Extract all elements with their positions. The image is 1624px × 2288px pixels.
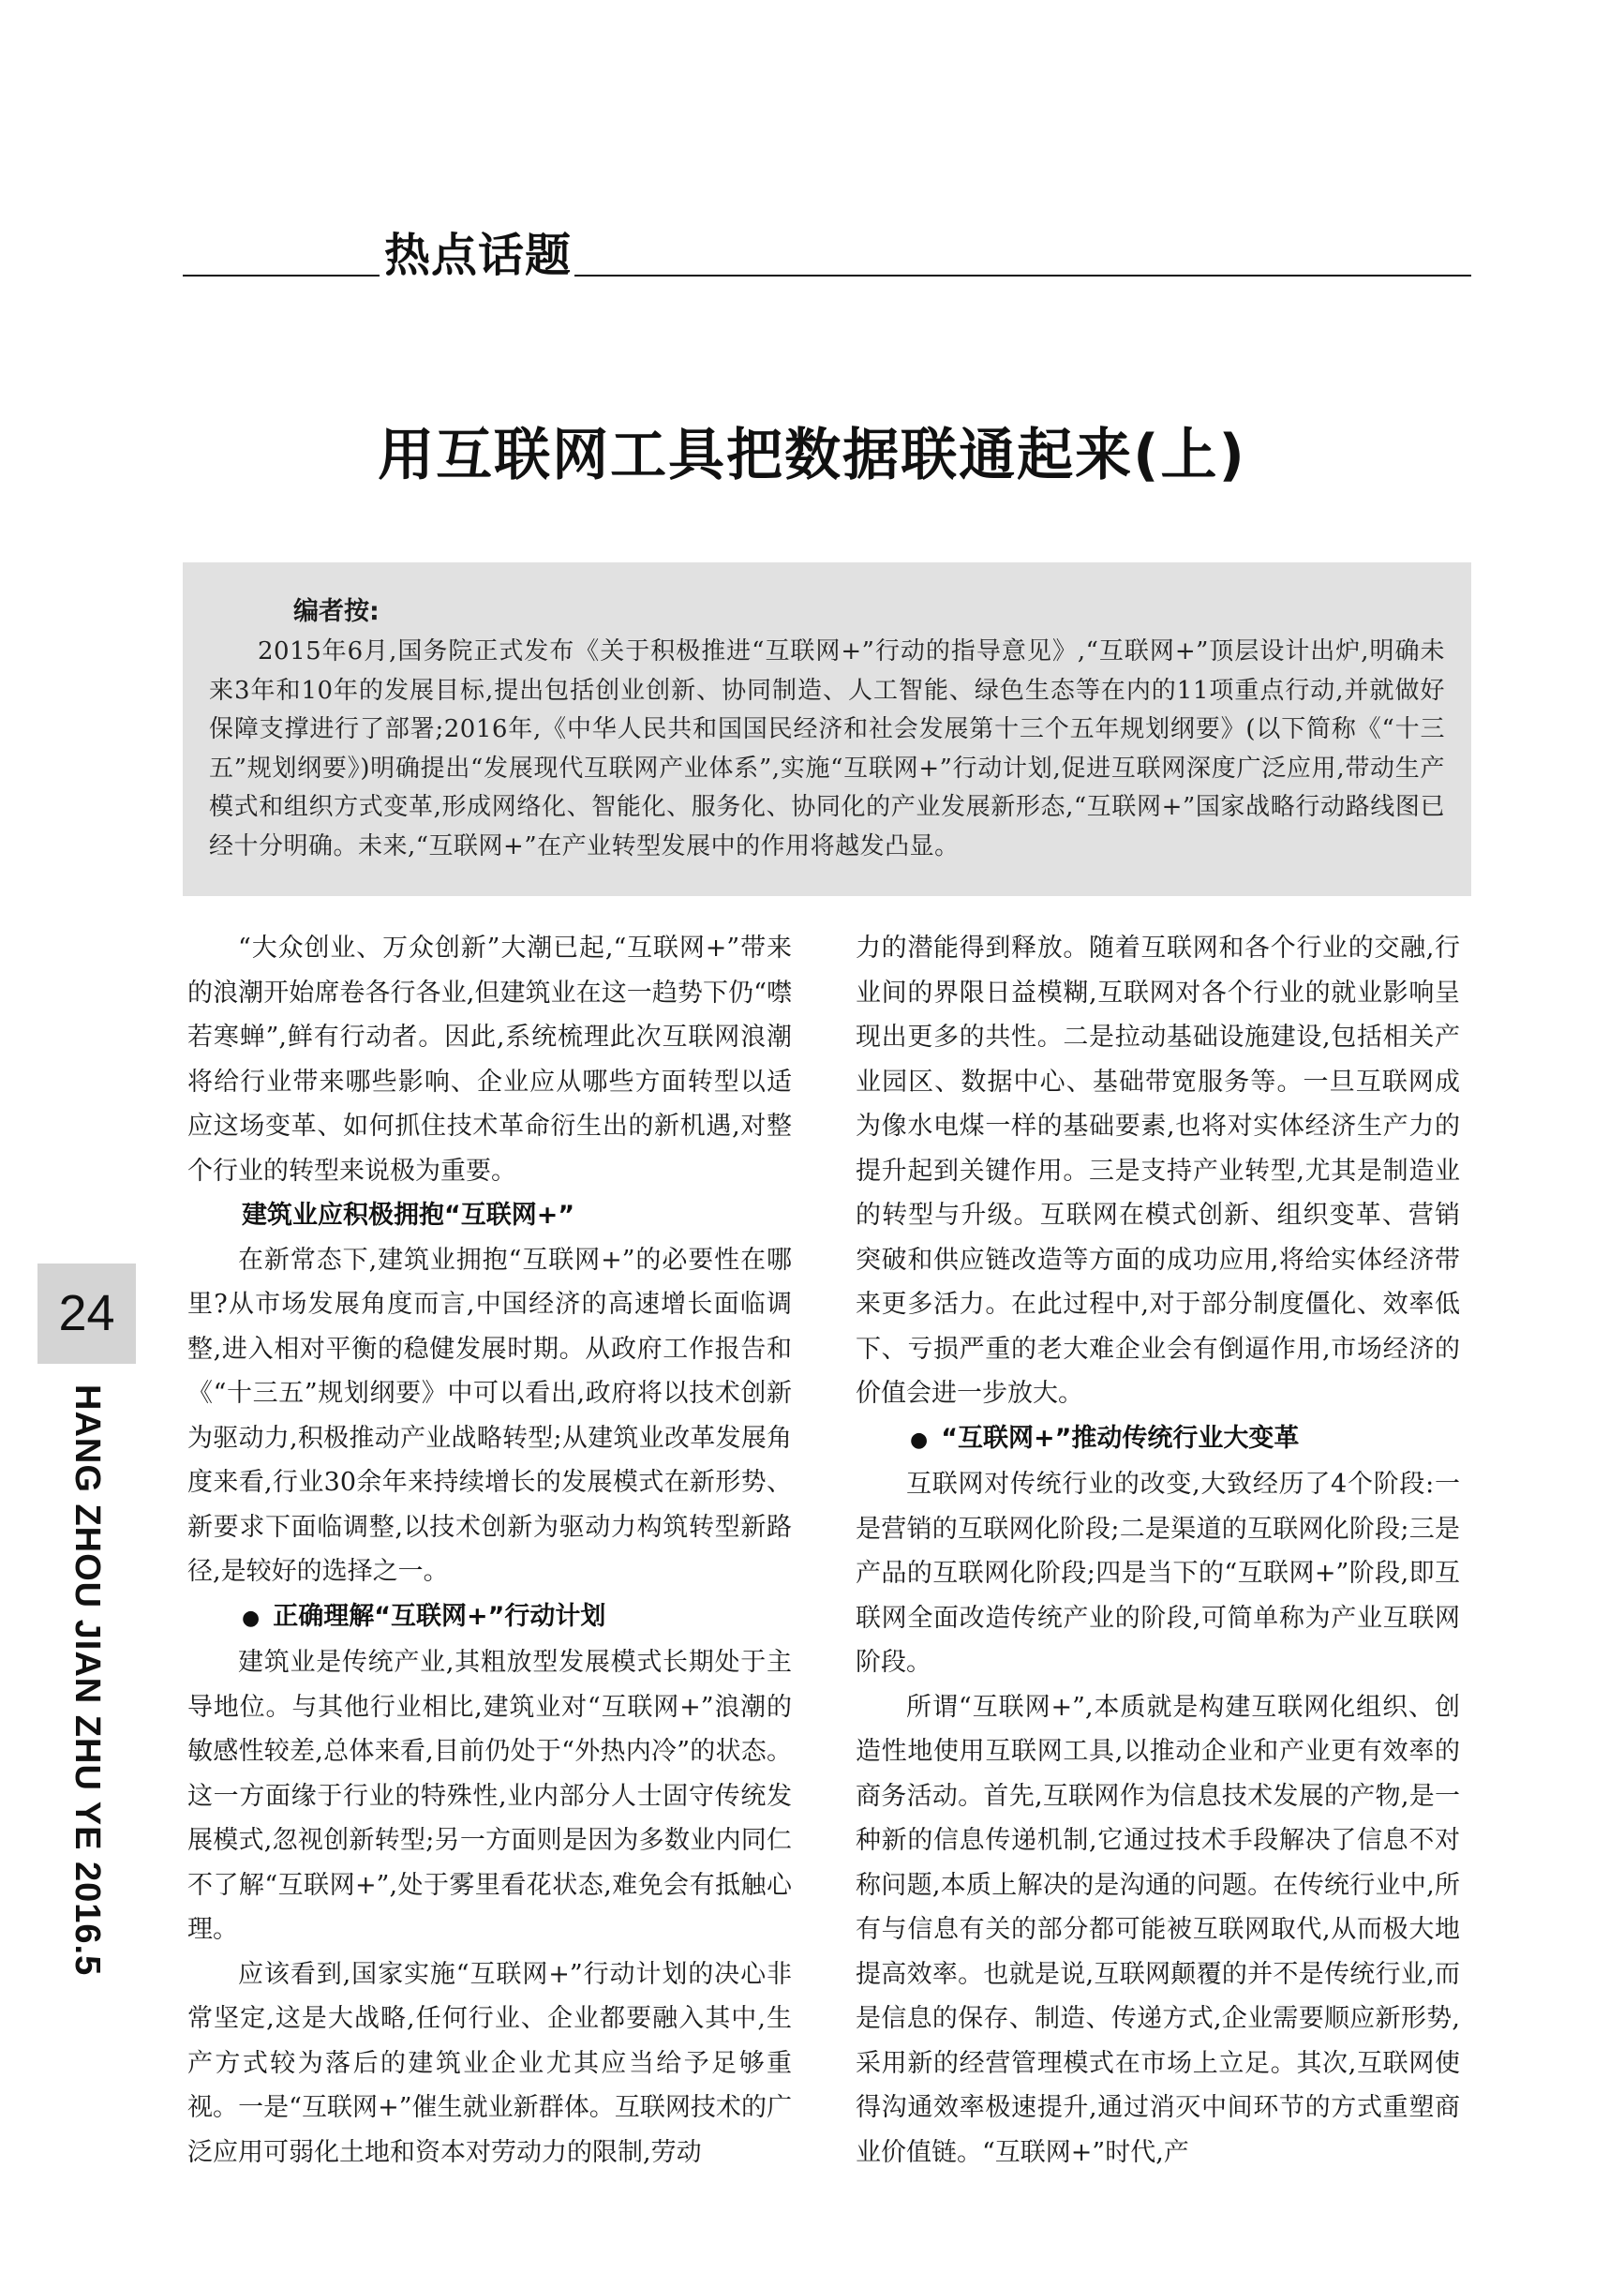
- left-paragraph-1: “大众创业、万众创新”大潮已起,“互联网+”带来的浪潮开始席卷各行各业,但建筑业在这一趋势下仍“噤若寒蝉”,鲜有行动者。因此,系统梳理此次互联网浪潮将给行业带来哪些影响、企业应从哪些方面转型以适应这场变革、如何抓住技术革命衍生出的新机遇,对整个行业的转型来说极为重要。: [187, 934, 792, 1186]
- right-paragraph-3: 所谓“互联网+”,本质就是构建互联网化组织、创造性地使用互联网工具,以推动企业和产业更有效率的商务活动。首先,互联网作为信息技术发展的产物,是一种新的信息传递机制,它通过技术手段解决了信息不对称问题,本质上解决的是沟通的问题。在传统行业中,所有与信息有关的部分都可能被互联网取代,从而极大地提高效率。也就是说,互联网颠覆的并不是传统行业,而是信息的保存、制造、传递方式,企业需要顺应新形势,采用新的经营管理模式在市场上立足。其次,互联网使得沟通效率极速提升,通过消灭中间环节的方式重塑商业价值链。“互联网+”时代,产: [856, 1692, 1460, 2167]
- bullet-icon: ●: [910, 1428, 929, 1452]
- journal-name: HANG ZHOU JIAN ZHU YE 2016.5: [67, 1384, 107, 1977]
- header-rule-right: [574, 275, 1471, 277]
- right-subheading-1-text: “互联网+”推动传统行业大变革: [941, 1423, 1300, 1453]
- section-header: [183, 216, 1471, 281]
- section-label: 热点话题: [384, 229, 573, 282]
- left-paragraph-4: 应该看到,国家实施“互联网+”行动计划的决心非常坚定,这是大战略,任何行业、企业都要融入其中,生产方式较为落后的建筑业企业尤其应当给予足够重视。一是“互联网+”催生就业新群体。互联网技术的广泛应用可弱化土地和资本对劳动力的限制,劳动: [187, 1959, 792, 2167]
- right-paragraph-1: 力的潜能得到释放。随着互联网和各个行业的交融,行业间的界限日益模糊,互联网对各个行业的就业影响呈现出更多的共性。二是拉动基础设施建设,包括相关产业园区、数据中心、基础带宽服务等。一旦互联网成为像水电煤一样的基础要素,也将对实体经济生产力的提升起到关键作用。三是支持产业转型,尤其是制造业的转型与升级。互联网在模式创新、组织变革、营销突破和供应链改造等方面的成功应用,将给实体经济带来更多活力。在此过程中,对于部分制度僵化、效率低下、亏损严重的老大难企业会有倒逼作用,市场经济的价值会进一步放大。: [856, 934, 1460, 1408]
- left-subheading-1: 建筑业应积极拥抱“互联网+”: [242, 1201, 575, 1230]
- right-paragraph-2: 互联网对传统行业的改变,大致经历了4个阶段:一是营销的互联网化阶段;二是渠道的互联网化阶段;三是产品的互联网化阶段;四是当下的“互联网+”阶段,即互联网全面改造传统产业的阶段,可简单称为产业互联网阶段。: [856, 1470, 1460, 1677]
- right-subheading-1: [856, 1416, 1460, 1463]
- editor-note-heading: 编者按:: [293, 597, 380, 626]
- editor-note-body: 2015年6月,国务院正式发布《关于积极推进“互联网+”行动的指导意见》,“互联网+”顶层设计出炉,明确未来3年和10年的发展目标,提出包括创业创新、协同制造、人工智能、绿色生态等在内的11项重点行动,并就做好保障支撑进行了部署;2016年,《中华人民共和国国民经济和社会发展第十三个五年规划纲要》(以下简称《“十三五”规划纲要》)明确提出“发展现代互联网产业体系”,实施“互联网+”行动计划,促进互联网深度广泛应用,带动生产模式和组织方式变革,形成网络化、智能化、服务化、协同化的产业发展新形态,“互联网+”国家战略行动路线图已经十分明确。未来,“互联网+”在产业转型发展中的作用将越发凸显。: [209, 637, 1445, 860]
- article-title: 用互联网工具把数据联通起来(上): [378, 423, 1246, 488]
- left-column: [187, 926, 792, 2175]
- bullet-icon: ●: [242, 1606, 261, 1630]
- right-column: [856, 926, 1460, 2175]
- left-subheading-2: [187, 1594, 792, 1641]
- sidebar: [37, 1264, 136, 1977]
- left-subheading-2-text: 正确理解“互联网+”行动计划: [273, 1601, 606, 1631]
- left-paragraph-2: 在新常态下,建筑业拥抱“互联网+”的必要性在哪里?从市场发展角度而言,中国经济的高速增长面临调整,进入相对平衡的稳健发展时期。从政府工作报告和《“十三五”规划纲要》中可以看出,政府将以技术创新为驱动力,积极推动产业战略转型;从建筑业改革发展角度来看,行业30余年来持续增长的发展模式在新形势、新要求下面临调整,以技术创新为驱动力构筑转型新路径,是较好的选择之一。: [187, 1245, 792, 1586]
- left-paragraph-3: 建筑业是传统产业,其粗放型发展模式长期处于主导地位。与其他行业相比,建筑业对“互联网+”浪潮的敏感性较差,总体来看,目前仍处于“外热内冷”的状态。这一方面缘于行业的特殊性,业内部分人士固守传统发展模式,忽视创新转型;另一方面则是因为多数业内同仁不了解“互联网+”,处于雾里看花状态,难免会有抵触心理。: [187, 1648, 792, 1944]
- header-rule-left: [183, 275, 380, 277]
- page-number: 24: [37, 1264, 136, 1364]
- editor-note-box: [183, 562, 1471, 896]
